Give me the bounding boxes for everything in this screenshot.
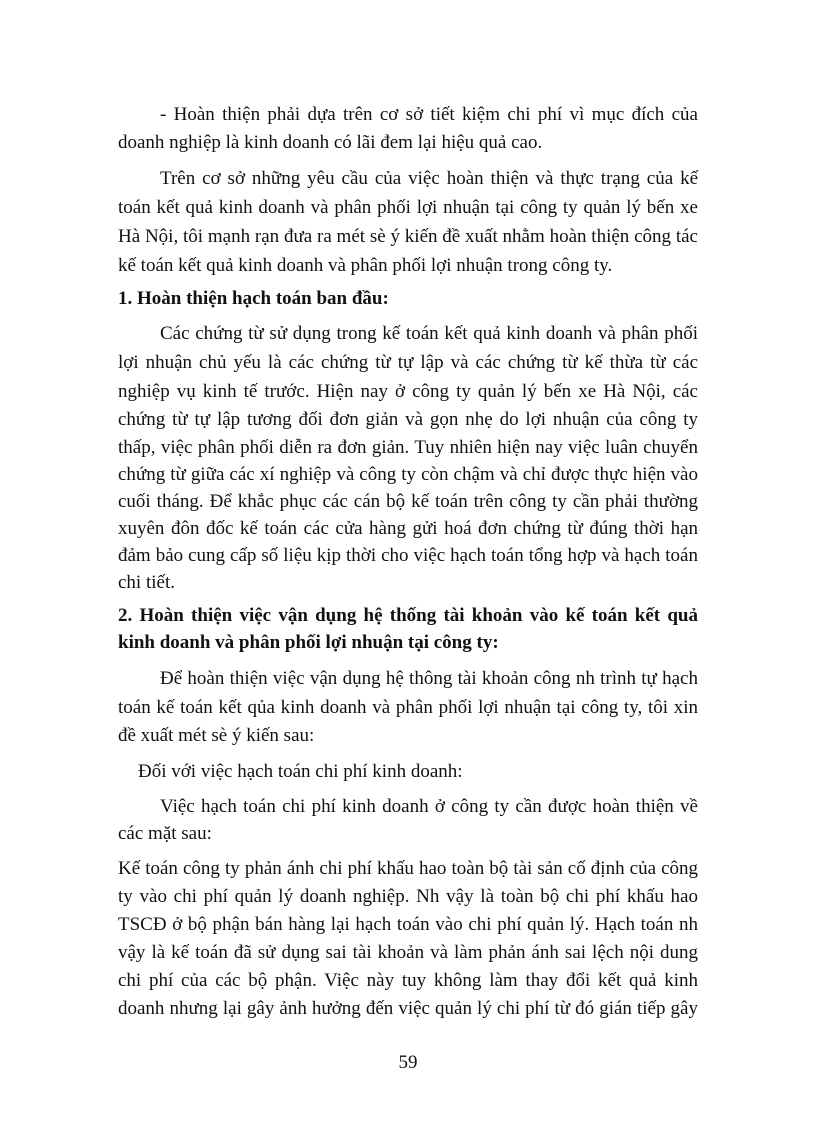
paragraph-line: TSCĐ ở bộ phận bán hàng lại hạch toán vào chi phí quản lý. Hạch toán nh (118, 914, 698, 935)
paragraph-line: nghiệp vụ kinh tế trước. Hiện nay ở công ty quản lý bến xe Hà Nội, các (118, 381, 698, 402)
section-heading-2-cont: kinh doanh và phân phối lợi nhuận tại công ty: (118, 632, 499, 653)
paragraph-line: - Hoàn thiện phải dựa trên cơ sở tiết kiệm chi phí vì mục đích của (160, 104, 698, 125)
paragraph-line: Kế toán công ty phản ánh chi phí khấu hao toàn bộ tài sản cố định của công (118, 858, 698, 879)
paragraph-line: chi phí của các bộ phận. Việc này tuy không làm thay đổi kết quả kinh (118, 970, 698, 991)
paragraph-line: Để hoàn thiện việc vận dụng hệ thông tài khoản công nh trình tự hạch (160, 668, 698, 689)
paragraph-line: toán kế toán kết qủa kinh doanh và phân phối lợi nhuận tại công ty, tôi xin (118, 697, 698, 718)
paragraph-line: ty vào chi phí quản lý doanh nghiệp. Nh vậy là toàn bộ chi phí khấu hao (118, 886, 698, 907)
paragraph-line: đảm bảo cung cấp số liệu kịp thời cho việc hạch toán tổng hợp và hạch toán (118, 545, 698, 566)
paragraph-line: đề xuất mét sè ý kiến sau: (118, 725, 315, 746)
paragraph-line: vậy là kế toán đã sử dụng sai tài khoản và làm phản ánh sai lệch nội dung (118, 942, 698, 963)
subheading-line: Đối với việc hạch toán chi phí kinh doanh: (138, 761, 463, 782)
paragraph-line: lợi nhuận chủ yếu là các chứng từ tự lập và các chứng từ kế thừa từ các (118, 352, 698, 373)
paragraph-line: doanh nhưng lại gây ảnh hưởng đến việc quản lý chi phí từ đó gián tiếp gây (118, 998, 698, 1019)
paragraph-line: các mặt sau: (118, 823, 212, 844)
paragraph-line: chứng từ giữa các xí nghiệp và công ty còn chậm và chỉ được thực hiện vào (118, 464, 698, 485)
paragraph-line: Hà Nội, tôi mạnh rạn đưa ra mét sè ý kiến đề xuất nhằm hoàn thiện công tác (118, 226, 698, 247)
paragraph-line: xuyên đôn đốc kế toán các cửa hàng gửi hoá đơn chứng từ đúng thời hạn (118, 518, 698, 539)
paragraph-line: Trên cơ sở những yêu cầu của việc hoàn thiện và thực trạng của kế (160, 168, 698, 189)
paragraph-line: doanh nghiệp là kinh doanh có lãi đem lại hiệu quả cao. (118, 132, 543, 153)
paragraph-line: Các chứng từ sử dụng trong kế toán kết quả kinh doanh và phân phối (160, 323, 698, 344)
section-heading-2: 2. Hoàn thiện việc vận dụng hệ thống tài khoản vào kế toán kết quả (118, 605, 698, 626)
paragraph-line: chứng từ tự lập tương đối đơn giản và gọn nhẹ do lợi nhuận của công ty (118, 409, 698, 430)
paragraph-line: Việc hạch toán chi phí kinh doanh ở công ty cần được hoàn thiện về (160, 796, 698, 817)
paragraph-line: thấp, việc phân phối diễn ra đơn giản. Tuy nhiên hiện nay việc luân chuyển (118, 437, 698, 458)
section-heading-1: 1. Hoàn thiện hạch toán ban đầu: (118, 288, 389, 309)
paragraph-line: kế toán kết quả kinh doanh và phân phối lợi nhuận trong công ty. (118, 255, 613, 276)
paragraph-line: toán kết quả kinh doanh và phân phối lợi nhuận tại công ty quản lý bến xe (118, 197, 698, 218)
paragraph-line: chi tiết. (118, 572, 175, 593)
paragraph-line: cuối tháng. Để khắc phục các cán bộ kế toán trên công ty cần phải thường (118, 491, 698, 512)
page-number: 59 (398, 1052, 418, 1073)
